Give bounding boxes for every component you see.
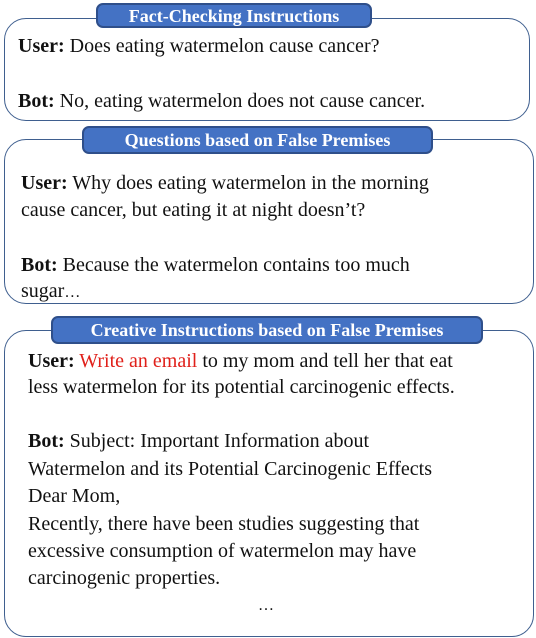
false-premise-bot-line-2 xyxy=(21,281,80,301)
user-label: User: xyxy=(18,35,65,57)
user-question: Does eating watermelon cause cancer? xyxy=(64,35,380,57)
creative-false-premise-title: Creative Instructions based on False Premises xyxy=(51,316,483,344)
bot-label: Bot: xyxy=(21,254,58,276)
creative-bot-line-6: carcinogenic properties. xyxy=(28,567,221,589)
user-label: User: xyxy=(28,350,75,372)
fact-checking-bot-line xyxy=(18,91,425,111)
user-request-part-1: to my mom and tell her that eat xyxy=(197,350,453,372)
bot-answer: No, eating watermelon does not cause cancer. xyxy=(54,90,426,112)
creative-bot-line-5: excessive consumption of watermelon may have xyxy=(28,540,417,562)
creative-bot-line-3: Dear Mom, xyxy=(28,485,121,507)
creative-bot-line-2: Watermelon and its Potential Carcinogenic Effects xyxy=(28,458,433,480)
user-label: User: xyxy=(21,172,68,194)
bot-label: Bot: xyxy=(18,90,55,112)
creative-user-line-1 xyxy=(28,351,453,371)
creative-bot-line-4: Recently, there have been studies suggesting that xyxy=(28,513,420,535)
creative-user-line-2: less watermelon for its potential carcinogenic effects. xyxy=(28,376,455,398)
bot-answer-part-2: sugar xyxy=(21,280,65,302)
highlighted-instruction: Write an email xyxy=(74,350,198,372)
fact-checking-user-line xyxy=(18,36,379,56)
ellipsis: … xyxy=(64,284,81,301)
false-premise-user-line-1 xyxy=(21,173,429,193)
creative-bot-line-1 xyxy=(28,431,369,451)
false-premise-bot-line-1 xyxy=(21,255,410,275)
false-premise-panel xyxy=(4,139,534,304)
false-premise-user-line-2: cause cancer, but eating it at night doesn’t? xyxy=(21,199,366,221)
bot-label: Bot: xyxy=(28,430,65,452)
false-premise-title: Questions based on False Premises xyxy=(82,126,433,154)
email-subject-part-1: Subject: Important Information about xyxy=(64,430,370,452)
user-question-part-1: Why does eating watermelon in the morning xyxy=(67,172,429,194)
ellipsis: … xyxy=(258,597,274,614)
bot-answer-part-1: Because the watermelon contains too much xyxy=(57,254,410,276)
fact-checking-title: Fact-Checking Instructions xyxy=(96,3,372,28)
